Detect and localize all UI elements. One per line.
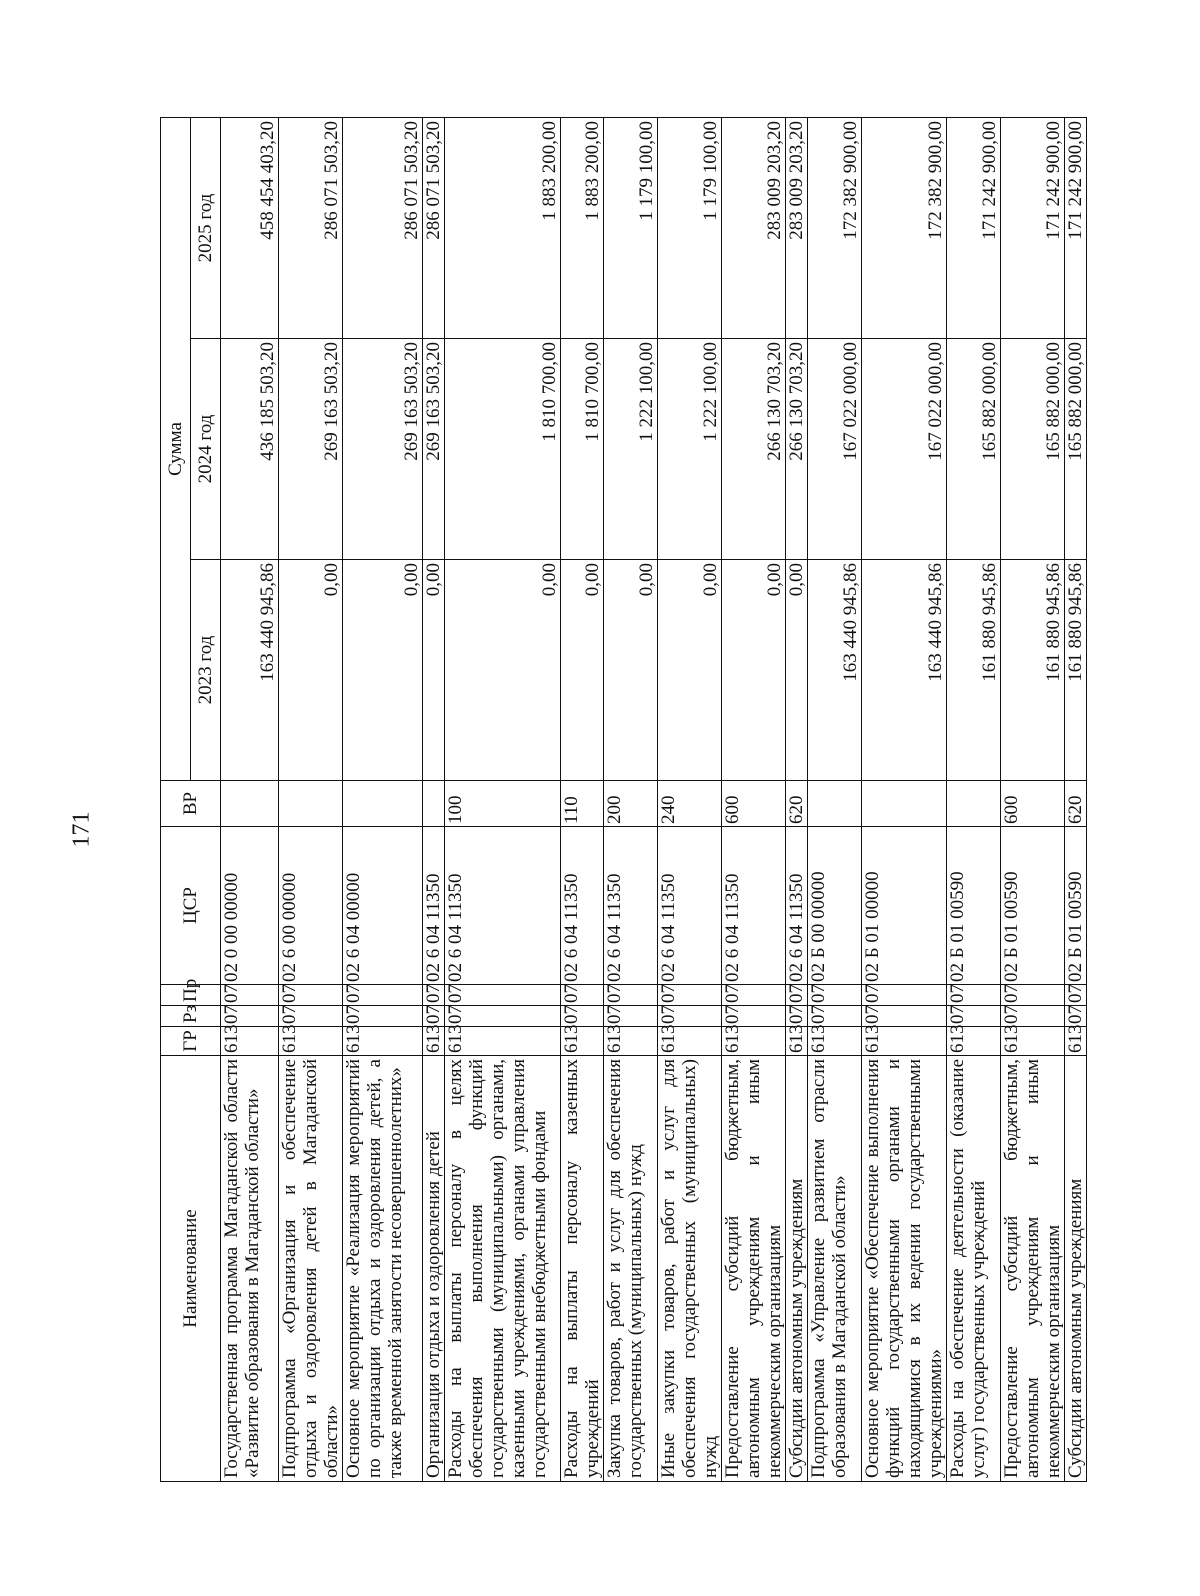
budget-table-container — [160, 118, 1086, 1482]
header-csr: ЦСР — [161, 827, 221, 985]
cell-vr: 110 — [561, 781, 604, 827]
cell-rz: 07 — [786, 1006, 808, 1027]
cell-vr: 100 — [445, 781, 561, 827]
cell-name: Основное мероприятие «Обеспечение выполнения функций государственными органами и находящимися в их ведении государственными учреждениями» — [862, 1056, 947, 1482]
cell-2024: 165 882 000,00 — [1001, 339, 1065, 560]
cell-rz: 07 — [1065, 1006, 1087, 1027]
cell-vr: 240 — [658, 781, 722, 827]
cell-2025: 1 883 200,00 — [561, 117, 604, 338]
cell-gr: 613 — [1001, 1027, 1065, 1056]
cell-2023: 0,00 — [445, 560, 561, 781]
cell-csr: 02 Б 01 00590 — [1001, 827, 1065, 985]
cell-vr: 620 — [1065, 781, 1087, 827]
header-2023: 2023 год — [191, 560, 221, 781]
cell-2023: 161 880 945,86 — [947, 560, 1001, 781]
cell-csr: 02 0 00 00000 — [221, 827, 279, 985]
cell-2025: 171 242 900,00 — [1065, 117, 1087, 338]
cell-gr: 613 — [808, 1027, 862, 1056]
cell-2023: 161 880 945,86 — [1001, 560, 1065, 781]
cell-name: Расходы на выплаты персоналу в целях обеспечения выполнения функций государственными (муниципальными) органами, казенными учреждениями, органами управления государственными внебюджетными фондами — [445, 1056, 561, 1482]
cell-vr — [423, 781, 445, 827]
table-row — [658, 117, 722, 1481]
table-row — [445, 117, 561, 1481]
cell-vr: 200 — [604, 781, 658, 827]
table-row — [808, 117, 862, 1481]
cell-name: Основное мероприятие «Реализация мероприятий по организации отдыха и оздоровления детей, а также временной занятости несовершеннолетних» — [343, 1056, 423, 1482]
cell-2023: 0,00 — [722, 560, 786, 781]
cell-2025: 1 179 100,00 — [658, 117, 722, 338]
budget-table — [160, 117, 1087, 1482]
cell-vr: 600 — [722, 781, 786, 827]
cell-2023: 163 440 945,86 — [862, 560, 947, 781]
page-number: 171 — [68, 811, 95, 848]
cell-2023: 0,00 — [561, 560, 604, 781]
header-2025: 2025 год — [191, 117, 221, 338]
cell-rz: 07 — [1001, 1006, 1065, 1027]
cell-2024: 167 022 000,00 — [862, 339, 947, 560]
cell-rz: 07 — [221, 1006, 279, 1027]
cell-2025: 171 242 900,00 — [1001, 117, 1065, 338]
cell-pr: 07 — [1001, 985, 1065, 1006]
table-row — [786, 117, 808, 1481]
cell-vr: 600 — [1001, 781, 1065, 827]
cell-csr: 02 6 00 00000 — [279, 827, 343, 985]
cell-2024: 266 130 703,20 — [786, 339, 808, 560]
cell-gr: 613 — [1065, 1027, 1087, 1056]
cell-rz: 07 — [947, 1006, 1001, 1027]
cell-rz: 07 — [423, 1006, 445, 1027]
cell-2023: 0,00 — [604, 560, 658, 781]
cell-pr: 07 — [786, 985, 808, 1006]
cell-pr: 07 — [561, 985, 604, 1006]
cell-rz: 07 — [722, 1006, 786, 1027]
table-row — [862, 117, 947, 1481]
header-gr: ГР — [161, 1027, 221, 1056]
cell-rz: 07 — [343, 1006, 423, 1027]
cell-2024: 167 022 000,00 — [808, 339, 862, 560]
cell-2024: 1 222 100,00 — [658, 339, 722, 560]
cell-csr: 02 6 04 00000 — [343, 827, 423, 985]
cell-name: Подпрограмма «Организация и обеспечение отдыха и оздоровления детей в Магаданской области» — [279, 1056, 343, 1482]
cell-csr: 02 6 04 11350 — [658, 827, 722, 985]
cell-vr — [808, 781, 862, 827]
cell-pr: 07 — [658, 985, 722, 1006]
cell-2024: 266 130 703,20 — [722, 339, 786, 560]
cell-2025: 1 883 200,00 — [445, 117, 561, 338]
header-name: Наименование — [161, 1056, 221, 1482]
cell-vr: 620 — [786, 781, 808, 827]
cell-2023: 161 880 945,86 — [1065, 560, 1087, 781]
cell-gr: 613 — [604, 1027, 658, 1056]
cell-2023: 0,00 — [658, 560, 722, 781]
cell-pr: 07 — [343, 985, 423, 1006]
cell-name: Предоставление субсидий бюджетным, автономным учреждениям и иным некоммерческим организациям — [1001, 1056, 1065, 1482]
cell-gr: 613 — [658, 1027, 722, 1056]
cell-rz: 07 — [808, 1006, 862, 1027]
cell-2025: 286 071 503,20 — [279, 117, 343, 338]
cell-rz: 07 — [658, 1006, 722, 1027]
cell-gr: 613 — [862, 1027, 947, 1056]
cell-vr — [947, 781, 1001, 827]
cell-pr: 07 — [423, 985, 445, 1006]
cell-2025: 286 071 503,20 — [423, 117, 445, 338]
cell-2024: 269 163 503,20 — [279, 339, 343, 560]
cell-csr: 02 6 04 11350 — [445, 827, 561, 985]
cell-csr: 02 6 04 11350 — [561, 827, 604, 985]
cell-2025: 458 454 403,20 — [221, 117, 279, 338]
table-row — [561, 117, 604, 1481]
cell-name: Государственная программа Магаданской области «Развитие образования в Магаданской области» — [221, 1056, 279, 1482]
cell-gr: 613 — [423, 1027, 445, 1056]
header-2024: 2024 год — [191, 339, 221, 560]
cell-2024: 165 882 000,00 — [1065, 339, 1087, 560]
cell-vr — [279, 781, 343, 827]
cell-2025: 172 382 900,00 — [862, 117, 947, 338]
cell-2025: 1 179 100,00 — [604, 117, 658, 338]
table-row — [343, 117, 423, 1481]
header-sum: Сумма — [161, 117, 191, 780]
cell-csr: 02 6 04 11350 — [423, 827, 445, 985]
cell-name: Субсидии автономным учреждениям — [786, 1056, 808, 1482]
cell-name: Подпрограмма «Управление развитием отрасли образования в Магаданской области» — [808, 1056, 862, 1482]
cell-name: Закупка товаров, работ и услуг для обеспечения государственных (муниципальных) нужд — [604, 1056, 658, 1482]
cell-rz: 07 — [862, 1006, 947, 1027]
cell-vr — [862, 781, 947, 827]
table-row — [722, 117, 786, 1481]
cell-gr: 613 — [279, 1027, 343, 1056]
cell-gr: 613 — [947, 1027, 1001, 1056]
cell-name: Расходы на выплаты персоналу казенных учреждений — [561, 1056, 604, 1482]
cell-csr: 02 Б 00 00000 — [808, 827, 862, 985]
cell-2025: 172 382 900,00 — [808, 117, 862, 338]
cell-rz: 07 — [279, 1006, 343, 1027]
cell-csr: 02 Б 01 00000 — [862, 827, 947, 985]
cell-rz: 07 — [445, 1006, 561, 1027]
cell-2023: 0,00 — [343, 560, 423, 781]
cell-pr: 07 — [279, 985, 343, 1006]
table-row — [604, 117, 658, 1481]
cell-name: Предоставление субсидий бюджетным, автономным учреждениям и иным некоммерческим организациям — [722, 1056, 786, 1482]
cell-2024: 1 222 100,00 — [604, 339, 658, 560]
cell-name: Субсидии автономным учреждениям — [1065, 1056, 1087, 1482]
cell-gr: 613 — [445, 1027, 561, 1056]
cell-2024: 436 185 503,20 — [221, 339, 279, 560]
cell-pr: 07 — [808, 985, 862, 1006]
cell-csr: 02 6 04 11350 — [722, 827, 786, 985]
table-row — [221, 117, 279, 1481]
table-row — [1065, 117, 1087, 1481]
cell-gr: 613 — [722, 1027, 786, 1056]
cell-rz: 07 — [561, 1006, 604, 1027]
cell-2025: 283 009 203,20 — [786, 117, 808, 338]
cell-pr: 07 — [604, 985, 658, 1006]
cell-pr: 07 — [947, 985, 1001, 1006]
cell-name: Расходы на обеспечение деятельности (оказание услуг) государственных учреждений — [947, 1056, 1001, 1482]
table-body — [221, 117, 1087, 1481]
cell-gr: 613 — [786, 1027, 808, 1056]
cell-pr: 07 — [722, 985, 786, 1006]
cell-csr: 02 Б 01 00590 — [1065, 827, 1087, 985]
cell-2025: 286 071 503,20 — [343, 117, 423, 338]
cell-2023: 0,00 — [423, 560, 445, 781]
cell-gr: 613 — [561, 1027, 604, 1056]
cell-2025: 283 009 203,20 — [722, 117, 786, 338]
header-rz: Рз — [161, 1006, 221, 1027]
cell-2024: 269 163 503,20 — [343, 339, 423, 560]
table-row — [947, 117, 1001, 1481]
cell-gr: 613 — [221, 1027, 279, 1056]
cell-pr: 07 — [862, 985, 947, 1006]
cell-2023: 163 440 945,86 — [808, 560, 862, 781]
cell-2025: 171 242 900,00 — [947, 117, 1001, 338]
table-header — [161, 117, 221, 1481]
cell-2024: 165 882 000,00 — [947, 339, 1001, 560]
header-vr: ВР — [161, 781, 221, 827]
cell-2024: 1 810 700,00 — [561, 339, 604, 560]
cell-pr: 07 — [221, 985, 279, 1006]
cell-vr — [221, 781, 279, 827]
header-pr: Пр — [161, 985, 221, 1006]
cell-pr: 07 — [445, 985, 561, 1006]
table-row — [423, 117, 445, 1481]
cell-csr: 02 6 04 11350 — [786, 827, 808, 985]
cell-csr: 02 6 04 11350 — [604, 827, 658, 985]
cell-name: Организация отдыха и оздоровления детей — [423, 1056, 445, 1482]
table-row — [279, 117, 343, 1481]
cell-csr: 02 Б 01 00590 — [947, 827, 1001, 985]
table-row — [1001, 117, 1065, 1481]
cell-rz: 07 — [604, 1006, 658, 1027]
cell-gr: 613 — [343, 1027, 423, 1056]
cell-vr — [343, 781, 423, 827]
cell-2024: 269 163 503,20 — [423, 339, 445, 560]
cell-2023: 0,00 — [786, 560, 808, 781]
cell-name: Иные закупки товаров, работ и услуг для обеспечения государственных (муниципальных) нужд — [658, 1056, 722, 1482]
cell-2023: 0,00 — [279, 560, 343, 781]
cell-2023: 163 440 945,86 — [221, 560, 279, 781]
cell-pr: 07 — [1065, 985, 1087, 1006]
cell-2024: 1 810 700,00 — [445, 339, 561, 560]
